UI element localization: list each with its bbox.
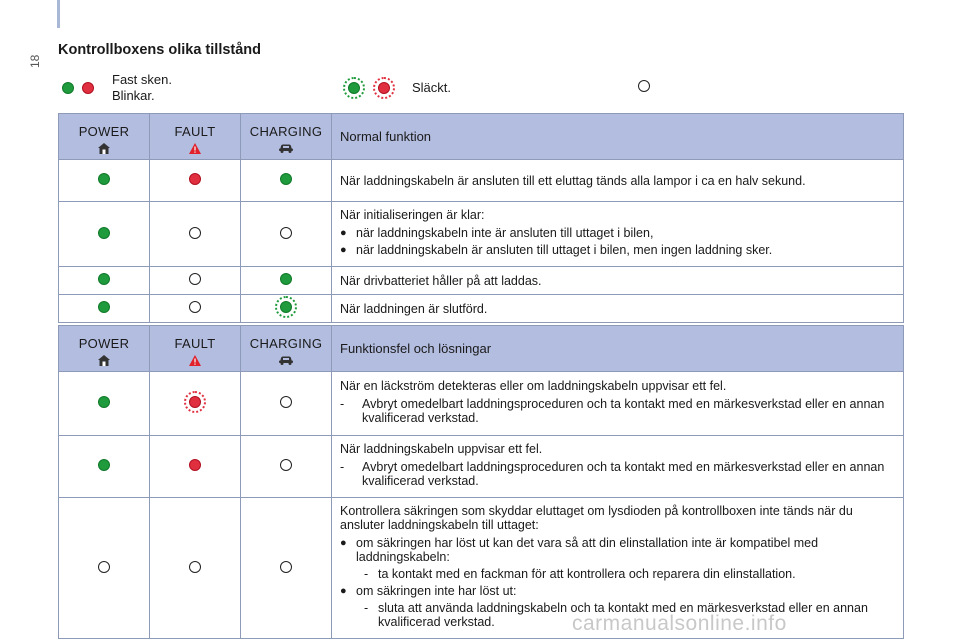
fault-led	[189, 561, 201, 573]
normal-header-text: Normal funktion	[332, 114, 904, 160]
watermark: carmanualsonline.info	[572, 612, 787, 635]
legend-red-blink-led	[378, 82, 390, 94]
row-description: Kontrollera säkringen som skyddar eluttaget om lysdioden på kontrollboxen inte tänds när du ansluter laddningskabeln till uttaget: ● om säkringen har löst ut kan det vara så att din elinstallation inte är kompatibel med laddningskabeln: - ta kontakt med en fackman för att kontrollera och reparera din elinstallation. ● om säkringen inte har löst ut: - sluta att använda laddningskabeln och ta kontakt med en märkesverkstad eller en annan kvalificerad verkstad.	[332, 498, 904, 639]
car-icon	[241, 355, 331, 365]
legend-red-led	[82, 82, 94, 94]
power-led	[98, 396, 110, 408]
warning-triangle-icon	[150, 143, 240, 154]
power-led	[98, 173, 110, 185]
fault-led	[189, 301, 201, 313]
legend-steady-text: Fast sken.	[112, 72, 172, 87]
fault-header-row	[59, 326, 904, 372]
charging-led	[280, 227, 292, 239]
warning-triangle-icon	[150, 355, 240, 366]
table-row	[59, 295, 904, 323]
table-row	[59, 160, 904, 202]
normal-col-fault: FAULT	[150, 114, 241, 160]
fault-col-fault: FAULT	[150, 326, 241, 372]
fault-header-text: Funktionsfel och lösningar	[332, 326, 904, 372]
fault-led	[189, 273, 201, 285]
charging-led	[280, 301, 292, 313]
legend-off-led-wrap	[638, 80, 650, 92]
legend-blinking-leds	[348, 80, 451, 96]
row-description: När en läckström detekteras eller om laddningskabeln uppvisar ett fel. - Avbryt omedelbart laddningsproceduren och ta kontakt med en märkesverkstad eller en annan kvalificerad verkstad.	[332, 372, 904, 436]
normal-table	[58, 113, 904, 323]
normal-header-row	[59, 114, 904, 160]
table-row	[59, 202, 904, 267]
legend-off-led	[638, 80, 650, 92]
row-description: När drivbatteriet håller på att laddas.	[332, 267, 904, 295]
table-row	[59, 436, 904, 498]
fault-led	[189, 227, 201, 239]
home-icon	[59, 355, 149, 366]
legend-steady-blinking	[62, 72, 172, 104]
fault-led	[189, 173, 201, 185]
row-description: När initialiseringen är klar: ● när laddningskabeln inte är ansluten till uttaget i bilen, ● när laddningskabeln är ansluten till uttaget i bilen, men ingen laddning sker.	[332, 202, 904, 267]
fault-led	[189, 396, 201, 408]
charging-led	[280, 396, 292, 408]
normal-col-power: POWER	[59, 114, 150, 160]
home-icon	[59, 143, 149, 154]
power-led	[98, 561, 110, 573]
row-description: När laddningskabeln uppvisar ett fel. - Avbryt omedelbart laddningsproceduren och ta kontakt med en märkesverkstad eller en annan kvalificerad verkstad.	[332, 436, 904, 498]
table-row	[59, 267, 904, 295]
power-led	[98, 301, 110, 313]
charging-led	[280, 173, 292, 185]
charging-led	[280, 459, 292, 471]
power-led	[98, 227, 110, 239]
charging-led	[280, 273, 292, 285]
fault-col-charging: CHARGING	[241, 326, 332, 372]
fault-table	[58, 325, 904, 639]
power-led	[98, 459, 110, 471]
legend-green-led	[62, 82, 74, 94]
row-description: När laddningskabeln är ansluten till ett eluttag tänds alla lampor i ca en halv sekund.	[332, 160, 904, 202]
page-title: Kontrollboxens olika tillstånd	[58, 42, 262, 58]
legend-green-blink-led	[348, 82, 360, 94]
legend-off-text: Släckt.	[412, 80, 452, 95]
row-description: När laddningen är slutförd.	[332, 295, 904, 323]
power-led	[98, 273, 110, 285]
page-side-bar	[57, 0, 60, 28]
legend-blinking-text: Blinkar.	[112, 88, 155, 103]
page-number: 18	[28, 54, 42, 68]
fault-col-power: POWER	[59, 326, 150, 372]
normal-col-charging: CHARGING	[241, 114, 332, 160]
table-row	[59, 372, 904, 436]
fault-led	[189, 459, 201, 471]
charging-led	[280, 561, 292, 573]
car-icon	[241, 143, 331, 153]
